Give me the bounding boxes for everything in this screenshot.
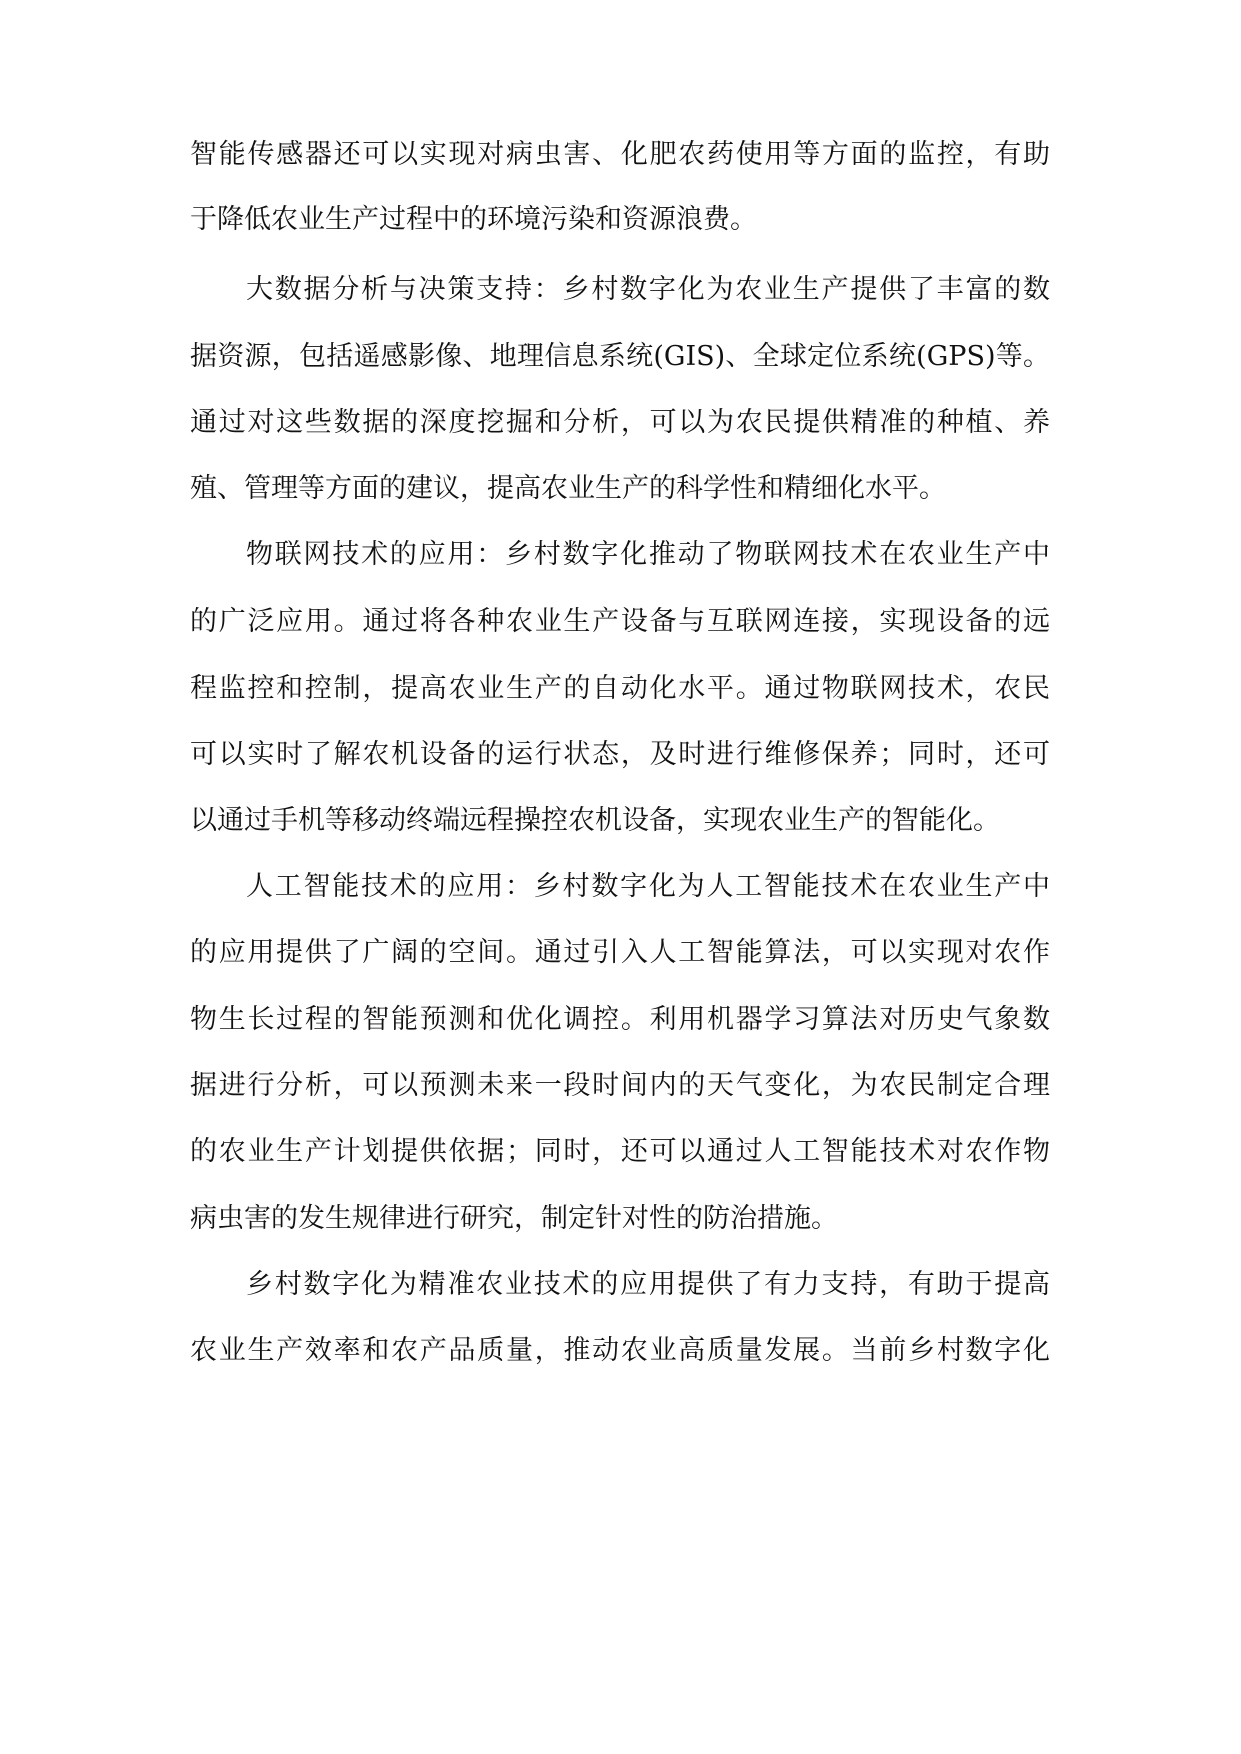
text-line: 智能传感器还可以实现对病虫害、化肥农药使用等方面的监控，有助 [190,139,1050,170]
text-line: 的广泛应用。通过将各种农业生产设备与互联网连接，实现设备的远 [190,606,1050,637]
text-line: 可以实时了解农机设备的运行状态，及时进行维修保养；同时，还可 [190,739,1050,770]
text-line: 病虫害的发生规律进行研究，制定针对性的防治措施。 [190,1203,838,1234]
text-line: 农业生产效率和农产品质量，推动农业高质量发展。当前乡村数字化 [190,1335,1050,1366]
text-line: 程监控和控制，提高农业生产的自动化水平。通过物联网技术，农民 [190,673,1050,704]
text-line: 殖、管理等方面的建议，提高农业生产的科学性和精细化水平。 [190,473,946,504]
text-line: 的农业生产计划提供依据；同时，还可以通过人工智能技术对农作物 [190,1136,1050,1167]
text-line: 人工智能技术的应用：乡村数字化为人工智能技术在农业生产中 [246,871,1050,902]
text-line: 以通过手机等移动终端远程操控农机设备，实现农业生产的智能化。 [190,805,1000,836]
text-line: 通过对这些数据的深度挖掘和分析，可以为农民提供精准的种植、养 [190,407,1050,438]
text-line: 乡村数字化为精准农业技术的应用提供了有力支持，有助于提高 [246,1269,1050,1300]
text-line: 的应用提供了广阔的空间。通过引入人工智能算法，可以实现对农作 [190,937,1050,968]
text-line: 据资源，包括遥感影像、地理信息系统(GIS)、全球定位系统(GPS)等。 [190,341,1050,372]
text-line: 于降低农业生产过程中的环境污染和资源浪费。 [190,204,757,235]
text-line: 物生长过程的智能预测和优化调控。利用机器学习算法对历史气象数 [190,1004,1050,1035]
text-line: 据进行分析，可以预测未来一段时间内的天气变化，为农民制定合理 [190,1070,1050,1101]
text-line: 物联网技术的应用：乡村数字化推动了物联网技术在农业生产中 [246,539,1050,570]
text-line: 大数据分析与决策支持：乡村数字化为农业生产提供了丰富的数 [246,274,1050,305]
